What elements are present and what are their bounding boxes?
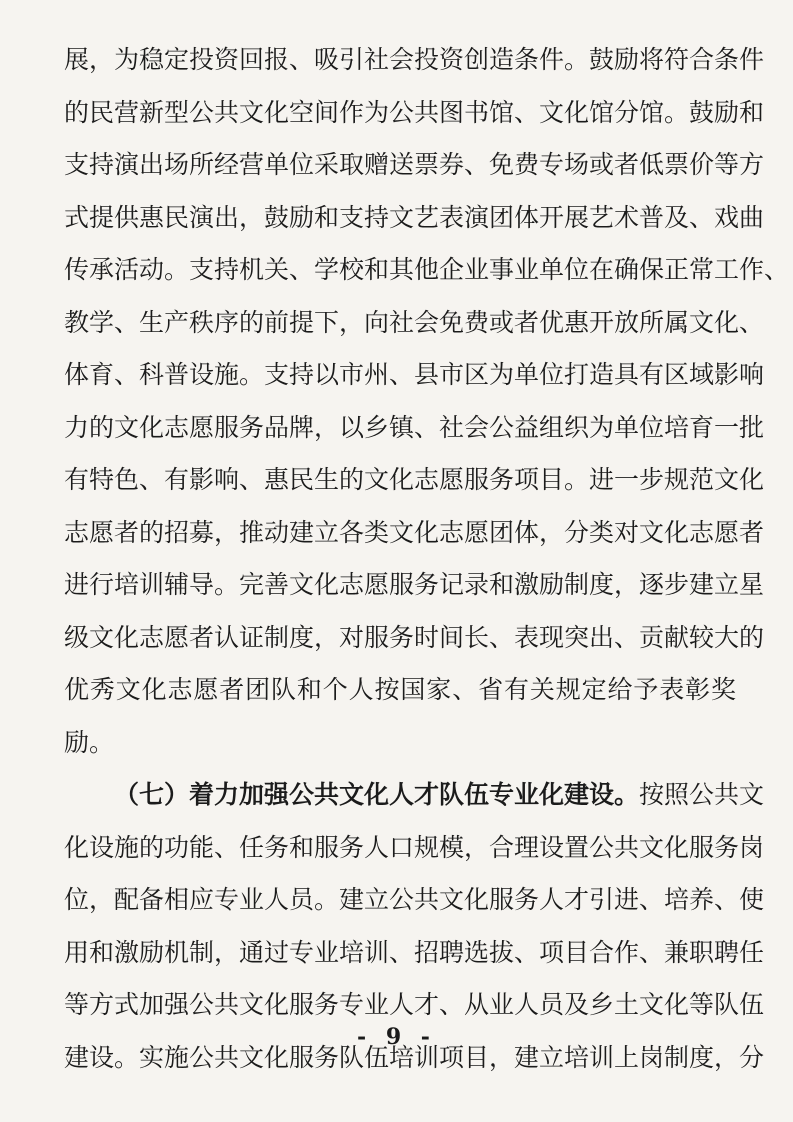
text-line: 展，为稳定投资回报、吸引社会投资创造条件。鼓励将符合条件	[64, 45, 765, 74]
text-line: 化设施的功能、任务和服务人口规模，合理设置公共文化服务岗	[64, 832, 765, 862]
text-line: 级文化志愿者认证制度，对服务时间长、表现突出、贡献较大的	[64, 622, 765, 652]
text-line: 用和激励机制，通过专业培训、招聘选拔、项目合作、兼职聘任	[64, 937, 765, 967]
text-line: 志愿者的招募，推动建立各类文化志愿团体，分类对文化志愿者	[64, 517, 765, 547]
text-line: 力的文化志愿服务品牌，以乡镇、社会公益组织为单位培育一批	[64, 412, 765, 442]
text-line: 建设。实施公共文化服务队伍培训项目，建立培训上岗制度，分	[64, 1042, 765, 1072]
text-line: 体育、科普设施。支持以市州、县市区为单位打造具有区域影响	[64, 360, 765, 389]
text-line: 励。	[64, 727, 115, 757]
text-line: 教学、生产秩序的前提下，向社会免费或者优惠开放所属文化、	[64, 307, 765, 337]
text-line: 支持演出场所经营单位采取赠送票券、免费专场或者低票价等方	[64, 150, 765, 179]
section-first-line	[64, 769, 765, 822]
page-number: - 9 -	[357, 1024, 436, 1050]
text-line: 式提供惠民演出，鼓励和支持文艺表演团体开展艺术普及、戏曲	[64, 202, 765, 232]
body-text	[64, 34, 790, 1084]
section-line-text: 按照公共文	[639, 780, 765, 809]
text-line: 位，配备相应专业人员。建立公共文化服务人才引进、培养、使	[64, 885, 765, 914]
section-heading: （七）着力加强公共文化人才队伍专业化建设。	[114, 780, 640, 809]
text-line: 进行培训辅导。完善文化志愿服务记录和激励制度，逐步建立星	[64, 570, 765, 599]
text-line: 有特色、有影响、惠民生的文化志愿服务项目。进一步规范文化	[64, 465, 765, 494]
text-line: 优秀文化志愿者团队和个人按国家、省有关规定给予表彰奖	[64, 675, 736, 704]
text-line: 等方式加强公共文化服务专业人才、从业人员及乡土文化等队伍	[64, 990, 765, 1019]
text-line: 传承活动。支持机关、学校和其他企业事业单位在确保正常工作、	[64, 255, 790, 284]
text-line: 的民营新型公共文化空间作为公共图书馆、文化馆分馆。鼓励和	[64, 97, 765, 127]
